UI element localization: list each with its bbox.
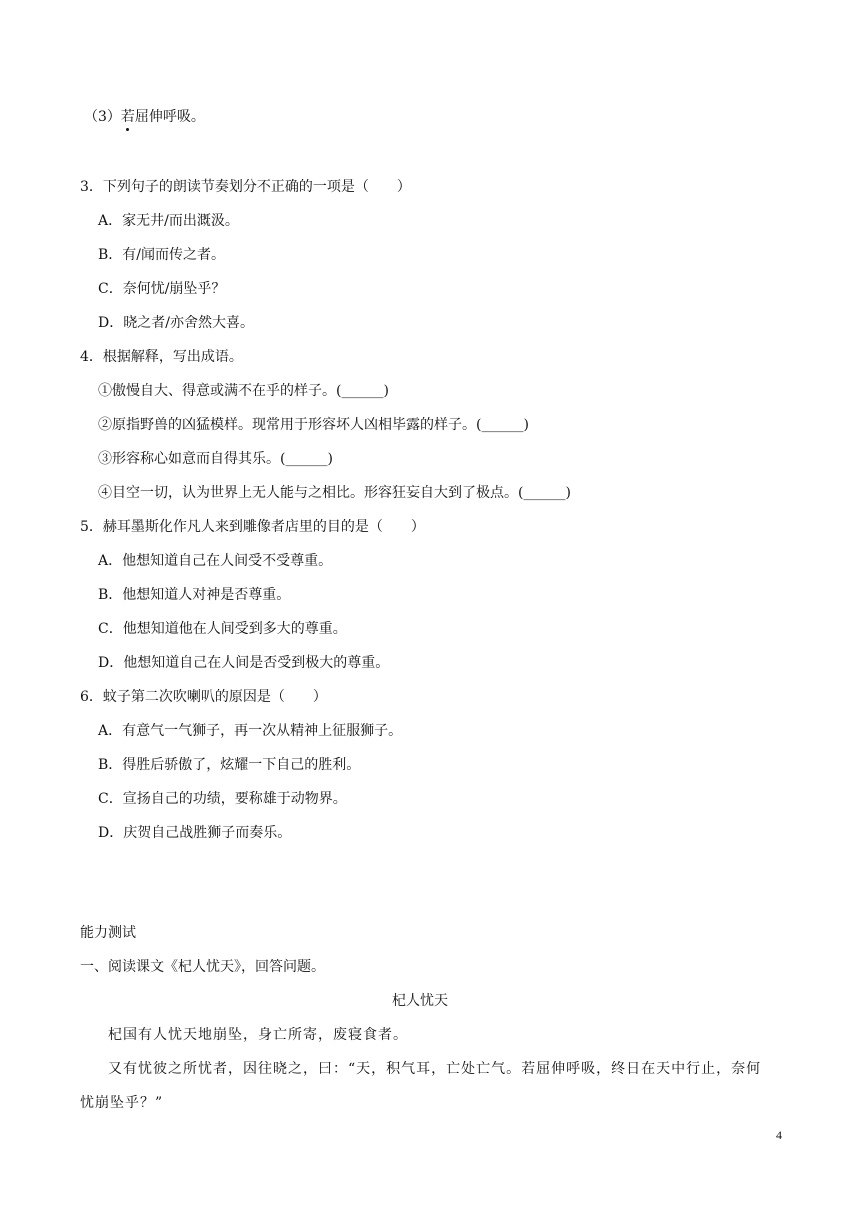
q4-item-1: ①傲慢自大、得意或满不在乎的样子。(______): [98, 383, 389, 399]
q3-sub-item-3: [84, 108, 205, 126]
passage-paragraph-1: 杞国有人忧天地崩坠，身亡所寄，废寝食者。: [108, 1027, 408, 1043]
q4-item-2: ②原指野兽的凶猛模样。现常用于形容坏人凶相毕露的样子。(______): [98, 417, 529, 433]
q6-option-c: C．宣扬自己的功绩，要称雄于动物界。: [98, 791, 347, 807]
section-title: 能力测试: [80, 925, 136, 941]
q4-item-3: ③形容称心如意而自得其乐。(______): [98, 451, 333, 467]
q5-option-d: D．他想知道自己在人间是否受到极大的尊重。: [98, 655, 390, 671]
question-3-stem: 3．下列句子的朗读节奏划分不正确的一项是（ ）: [80, 179, 411, 195]
q4-item-4: ④目空一切，认为世界上无人能与之相比。形容狂妄自大到了极点。(______): [98, 485, 571, 501]
page-number: 4: [776, 1128, 782, 1142]
sub-item-text: 屈伸呼吸。: [134, 109, 205, 125]
question-4-stem: 4．根据解释，写出成语。: [80, 349, 243, 365]
sub-item-prefix: （3）: [84, 109, 121, 125]
q3-option-a: A．家无井/而出溉汲。: [98, 213, 239, 229]
passage-paragraph-2: 又有忧彼之所忧者，因往晓之，曰：“天，积气耳，亡处亡气。若屈伸呼吸，终日在天中行止，奈何: [108, 1061, 762, 1077]
emphasized-char: 若: [120, 109, 135, 125]
q5-option-b: B．他想知道人对神是否尊重。: [98, 587, 291, 603]
q3-option-c: C．奈何忧/崩坠乎？: [98, 281, 226, 297]
passage-title: 杞人忧天: [392, 993, 448, 1009]
q5-option-a: A．他想知道自己在人间受不受尊重。: [98, 553, 333, 569]
q5-option-c: C．他想知道他在人间受到多大的尊重。: [98, 621, 347, 637]
q6-option-a: A．有意气一气狮子，再一次从精神上征服狮子。: [98, 723, 403, 739]
question-6-stem: 6．蚊子第二次吹喇叭的原因是（ ）: [80, 689, 327, 705]
q6-option-b: B．得胜后骄傲了，炫耀一下自己的胜利。: [98, 757, 361, 773]
q6-option-d: D．庆贺自己战胜狮子而奏乐。: [98, 825, 292, 841]
q3-option-b: B．有/闻而传之者。: [98, 247, 226, 263]
question-5-stem: 5．赫耳墨斯化作凡人来到雕像者店里的目的是（ ）: [80, 519, 425, 535]
q3-option-d: D．晓之者/亦舍然大喜。: [98, 315, 254, 331]
part-one-heading: 一、阅读课文《杞人忧天》，回答问题。: [80, 959, 325, 975]
passage-paragraph-2-continued: 忧崩坠乎？”: [80, 1095, 164, 1111]
